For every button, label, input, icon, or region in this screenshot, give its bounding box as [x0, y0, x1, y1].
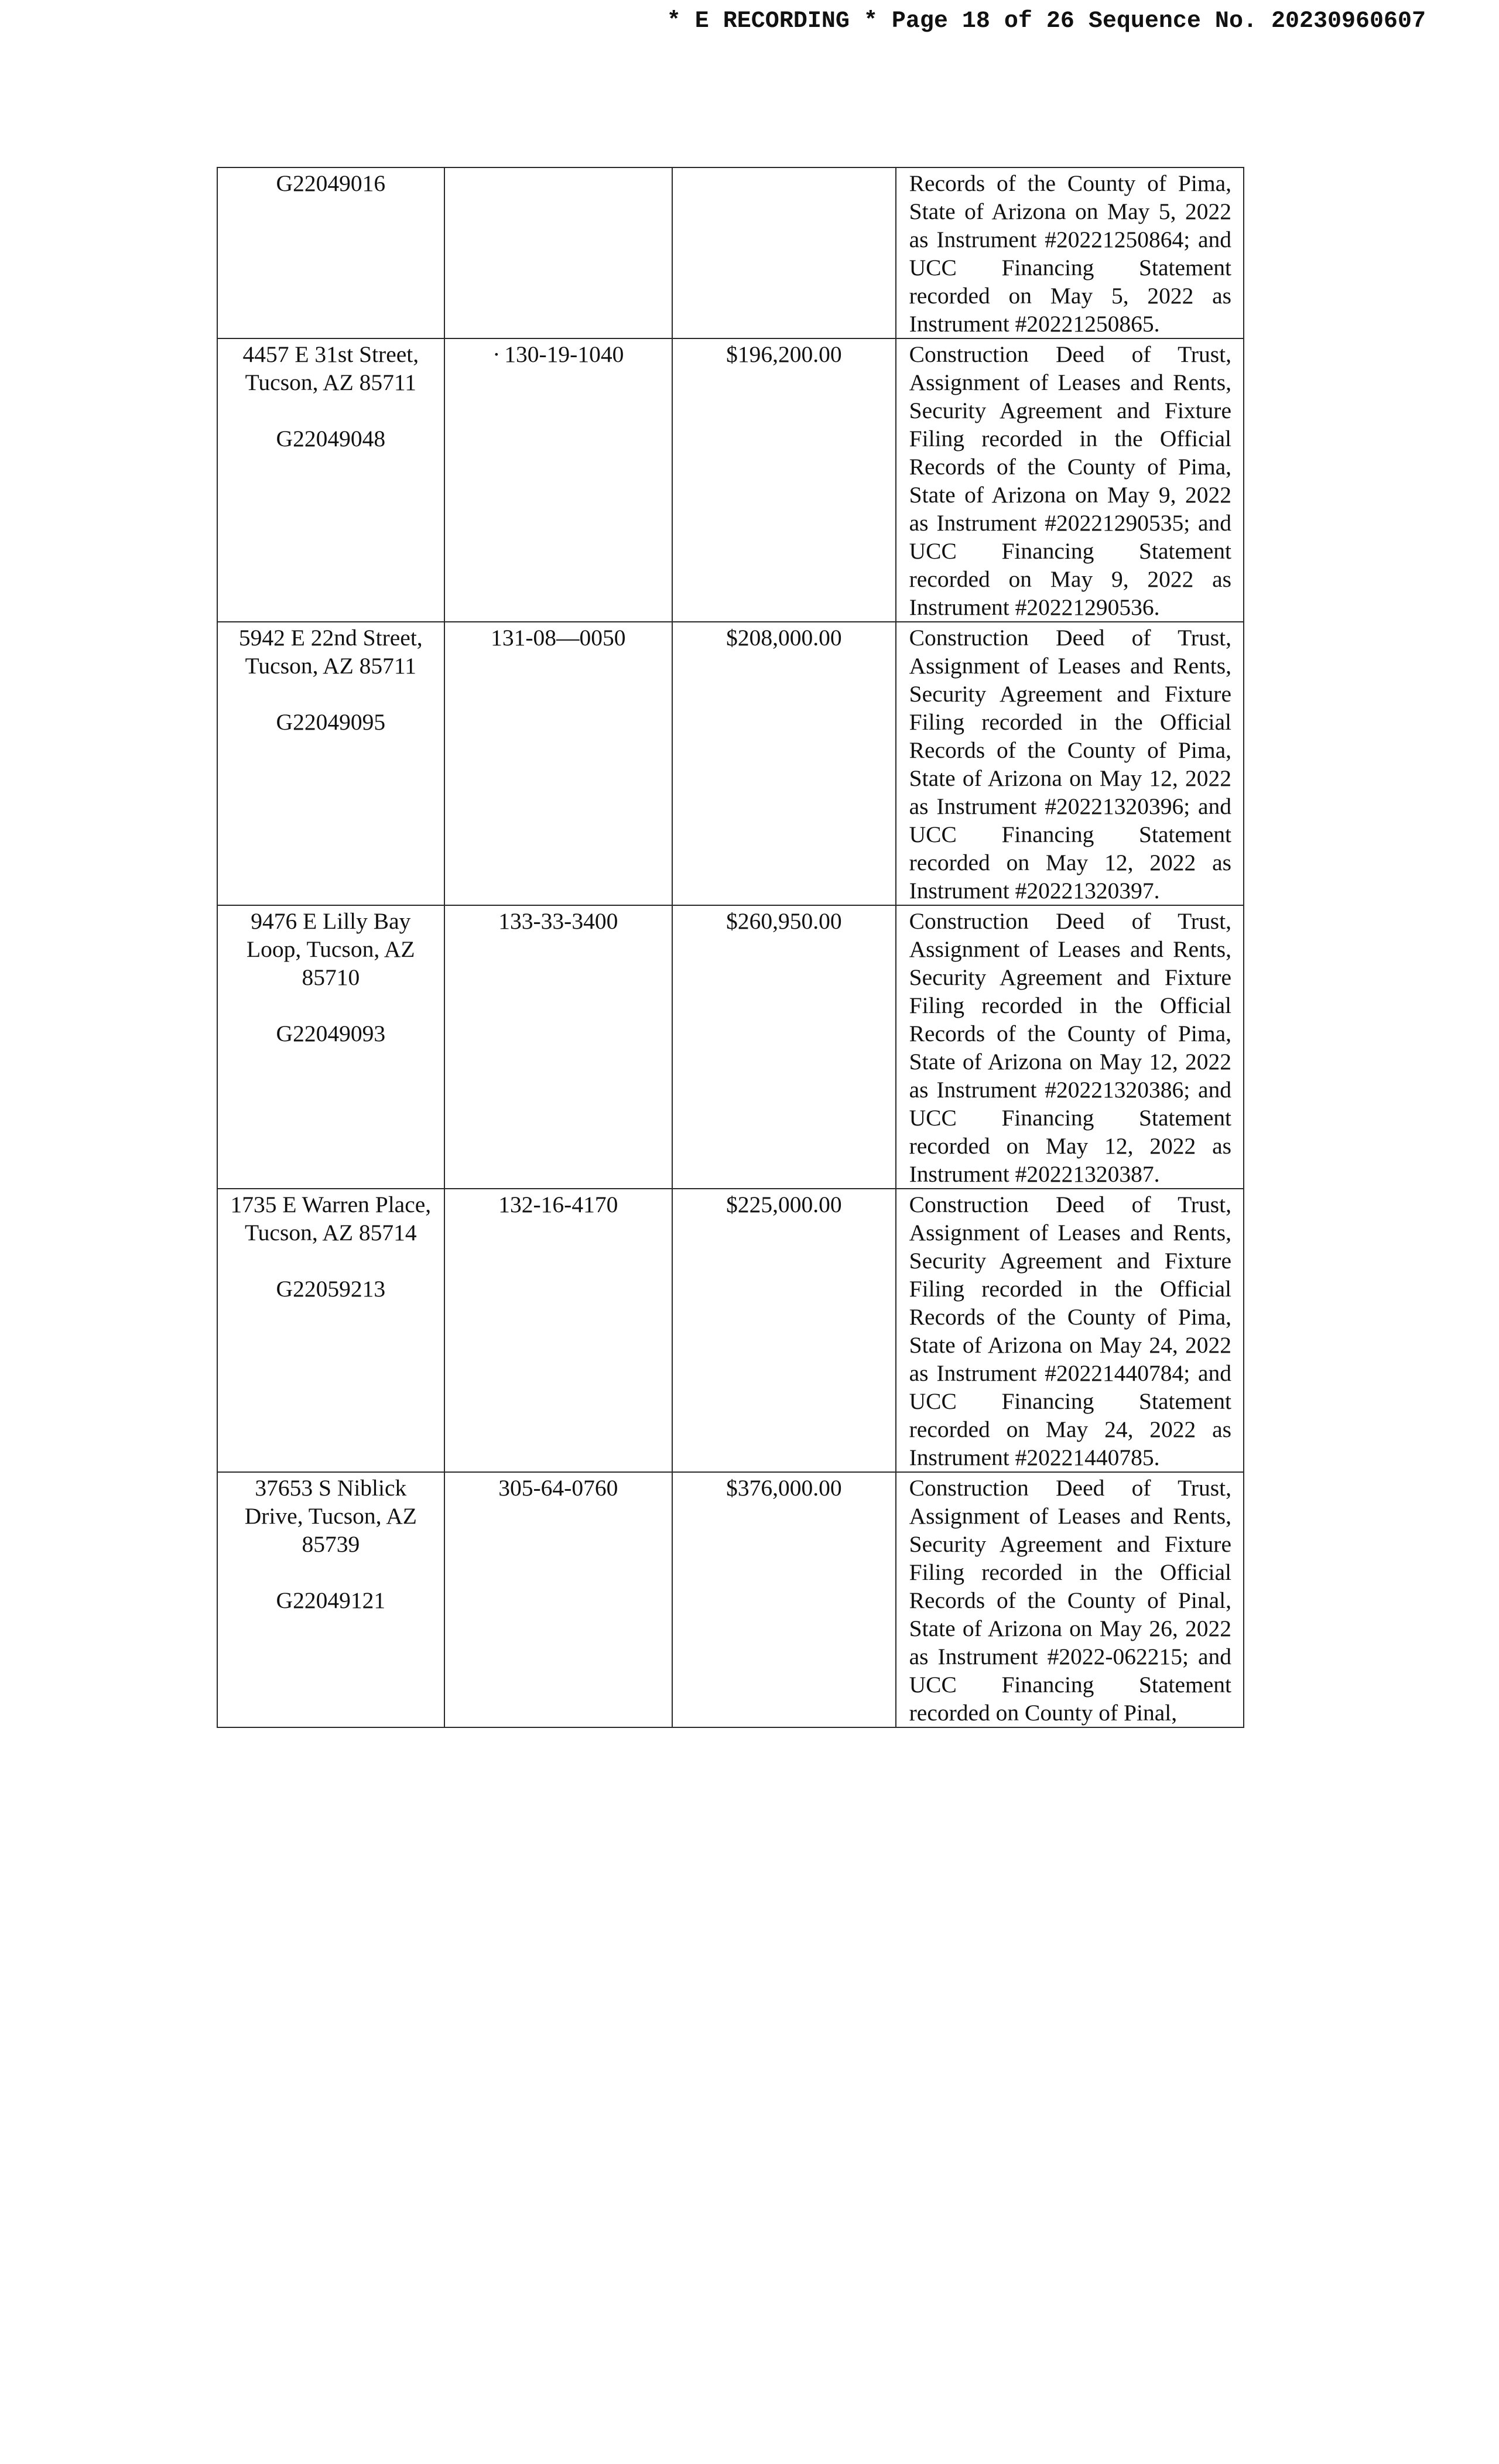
amount-value: $196,200.00 [726, 341, 842, 367]
description-cell [896, 167, 1244, 338]
table-row [217, 1472, 1244, 1727]
stray-mark: · [492, 341, 501, 367]
description-text: Construction Deed of Trust, Assignment of Leases and Rents, Security Agreement and Fixture Filing recorded in the Official Records of the County of Pinal, State of Arizona on May 26, 2022 as Instrument #2022-062215; and UCC Financing Statement recorded on County of Pinal, [909, 1475, 1231, 1726]
address-cell [217, 905, 444, 1189]
table-row [217, 338, 1244, 622]
table-row [217, 905, 1244, 1189]
apn-cell [444, 167, 672, 338]
amount-value: $260,950.00 [726, 908, 842, 934]
description-cell [896, 622, 1244, 905]
recording-header: * E RECORDING * Page 18 of 26 Sequence No. 20230960607 [666, 8, 1426, 35]
property-address: 5942 E 22nd Street, Tucson, AZ 85711 [238, 625, 423, 679]
apn-value: 305-64-0760 [498, 1475, 618, 1501]
loan-number: G22049093 [276, 1021, 386, 1046]
apn-value [445, 168, 672, 169]
description-text: Construction Deed of Trust, Assignment of Leases and Rents, Security Agreement and Fixture Filing recorded in the Official Records of the County of Pima, State of Arizona on May 9, 2022 as Instrument #20221290535; and UCC Financing Statement recorded on May 9, 2022 as Instrument #20221290536. [909, 341, 1231, 620]
apn-cell [444, 338, 672, 622]
property-address: 1735 E Warren Place, Tucson, AZ 85714 [230, 1192, 432, 1245]
amount-cell [672, 622, 896, 905]
property-address: 9476 E Lilly Bay Loop, Tucson, AZ 85710 [247, 908, 415, 990]
description-text: Construction Deed of Trust, Assignment of Leases and Rents, Security Agreement and Fixture Filing recorded in the Official Records of the County of Pima, State of Arizona on May 12, 2022 as Instrument #20221320386; and UCC Financing Statement recorded on May 12, 2022 as Instrument #20221320387. [909, 908, 1231, 1187]
amount-value: $208,000.00 [726, 625, 842, 651]
address-cell [217, 167, 444, 338]
amount-cell [672, 338, 896, 622]
description-text: Records of the County of Pima, State of Arizona on May 5, 2022 as Instrument #20221250864; and UCC Financing Statement recorded on May 5, 2022 as Instrument #20221250865. [909, 170, 1231, 337]
table-row [217, 622, 1244, 905]
apn-cell [444, 905, 672, 1189]
apn-cell [444, 622, 672, 905]
apn-value: 133-33-3400 [498, 908, 618, 934]
loan-number: G22049121 [276, 1587, 386, 1613]
property-address: 4457 E 31st Street, Tucson, AZ 85711 [242, 341, 419, 395]
address-cell [217, 1189, 444, 1472]
table-row [217, 167, 1244, 338]
description-text: Construction Deed of Trust, Assignment of Leases and Rents, Security Agreement and Fixture Filing recorded in the Official Records of the County of Pima, State of Arizona on May 24, 2022 as Instrument #20221440784; and UCC Financing Statement recorded on May 24, 2022 as Instrument #20221440785. [909, 1192, 1231, 1470]
description-cell [896, 338, 1244, 622]
property-schedule-table [217, 167, 1244, 1728]
loan-number: G22049016 [276, 170, 386, 196]
table-row [217, 1189, 1244, 1472]
amount-cell [672, 905, 896, 1189]
description-cell [896, 905, 1244, 1189]
amount-value: $225,000.00 [726, 1192, 842, 1217]
description-cell [896, 1189, 1244, 1472]
apn-cell [444, 1472, 672, 1727]
apn-cell [444, 1189, 672, 1472]
amount-cell [672, 167, 896, 338]
property-address: 37653 S Niblick Drive, Tucson, AZ 85739 [244, 1475, 417, 1557]
apn-value: 130-19-1040 [504, 341, 624, 367]
loan-number: G22049048 [276, 426, 386, 451]
description-cell [896, 1472, 1244, 1727]
apn-value: 132-16-4170 [498, 1192, 618, 1217]
loan-number: G22059213 [276, 1276, 386, 1302]
address-cell [217, 622, 444, 905]
description-text: Construction Deed of Trust, Assignment of Leases and Rents, Security Agreement and Fixture Filing recorded in the Official Records of the County of Pima, State of Arizona on May 12, 2022 as Instrument #20221320396; and UCC Financing Statement recorded on May 12, 2022 as Instrument #20221320397. [909, 625, 1231, 904]
amount-cell [672, 1189, 896, 1472]
loan-number: G22049095 [276, 709, 386, 735]
address-cell [217, 338, 444, 622]
apn-value: 131-08—0050 [491, 625, 626, 651]
amount-value: $376,000.00 [726, 1475, 842, 1501]
address-cell [217, 1472, 444, 1727]
amount-value [673, 168, 895, 169]
amount-cell [672, 1472, 896, 1727]
